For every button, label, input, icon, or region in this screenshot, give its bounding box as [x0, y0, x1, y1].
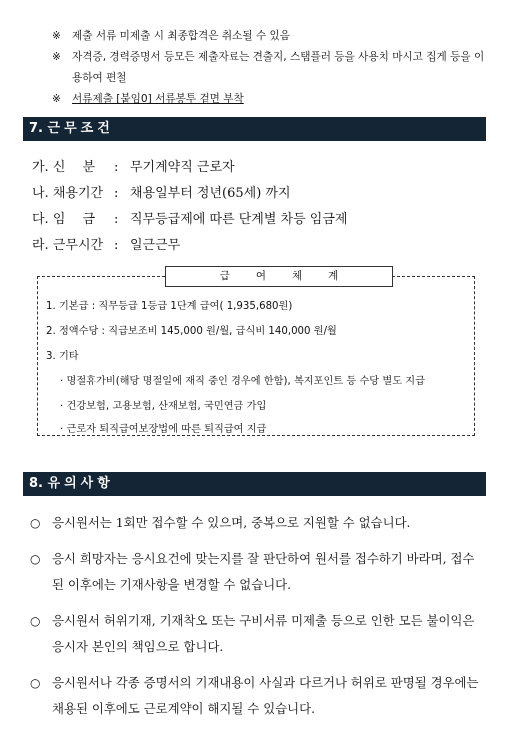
- term-value: 무기계약직 근로자: [130, 160, 235, 175]
- bullet-mark: ·: [60, 401, 64, 412]
- reference-mark: ※: [52, 30, 61, 42]
- bullet-mark: ·: [60, 376, 64, 387]
- term-row: [32, 181, 347, 207]
- term-colon: :: [114, 212, 119, 227]
- circle-bullet: ○: [30, 614, 41, 628]
- circle-bullet: ○: [30, 516, 41, 530]
- section-7-header: [23, 117, 486, 141]
- term-colon: :: [114, 186, 119, 201]
- salary-bullet: [60, 372, 425, 387]
- section-8-header: [23, 472, 486, 496]
- note-item: [52, 47, 492, 89]
- bullet-text: 건강보험, 고용보험, 산재보험, 국민연금 가입: [66, 401, 267, 412]
- reference-mark: ※: [52, 51, 61, 63]
- salary-system-box: [37, 270, 475, 436]
- term-value: 일근근무: [130, 238, 181, 253]
- term-label: 가. 신 분: [32, 160, 96, 175]
- salary-bullet: [60, 420, 266, 435]
- reference-mark: ※: [52, 93, 61, 105]
- caution-list: [30, 510, 482, 732]
- caution-text: 응시원서 허위기재, 기재착오 또는 구비서류 미제출 등으로 인한 모든 불이익은 응시자 본인의 책임으로 합니다.: [52, 613, 475, 654]
- section-title: 근무조건: [47, 121, 114, 136]
- note-item: [52, 89, 492, 110]
- caution-item: [30, 546, 482, 598]
- term-colon: :: [114, 238, 119, 253]
- submission-notes: [52, 26, 492, 110]
- circle-bullet: ○: [30, 676, 41, 690]
- note-text: 서류제출 [붙임0] 서류봉투 겉면 부착: [72, 93, 244, 105]
- note-text: 제출 서류 미제출 시 최종합격은 취소될 수 있음: [72, 30, 291, 42]
- circle-bullet: ○: [30, 552, 41, 566]
- caution-text: 응시 희망자는 응시요건에 맞는지를 잘 판단하여 원서를 접수하기 바라며, 접수된 이후에는 기재사항을 변경할 수 없습니다.: [52, 551, 475, 592]
- term-label: 다. 임 금: [32, 212, 96, 227]
- caution-text: 응시원서나 각종 증명서의 기재내용이 사실과 다르거나 허위로 판명될 경우에는 채용된 이후에도 근로계약이 해지될 수 있습니다.: [52, 675, 479, 716]
- salary-line: 2. 정액수당 : 직급보조비 145,000 원/월, 급식비 140,000 원/월: [46, 326, 337, 337]
- term-label: 나. 채용기간: [32, 186, 104, 201]
- term-value: 채용일부터 정년(65세) 까지: [130, 186, 291, 201]
- term-row: [32, 155, 347, 181]
- employment-terms: [32, 155, 347, 259]
- salary-line: 1. 기본급 : 직무등급 1등급 1단계 급여( 1,935,680원): [46, 301, 293, 312]
- bullet-mark: ·: [60, 424, 64, 435]
- caution-item: [30, 670, 482, 722]
- caution-item: [30, 608, 482, 660]
- note-item: [52, 26, 492, 47]
- bullet-text: 근로자 퇴직급여보장법에 따른 퇴직급여 지급: [66, 424, 267, 435]
- term-row: [32, 233, 347, 259]
- term-label: 라. 근무시간: [32, 238, 104, 253]
- salary-bullet: [60, 397, 266, 412]
- salary-line: 3. 기타: [46, 351, 79, 362]
- bullet-text: 명절휴가비(해당 명절일에 재직 중인 경우에 한함), 복지포인트 등 수당 별도 지급: [66, 376, 425, 387]
- section-number: 7.: [29, 121, 43, 136]
- term-row: [32, 207, 347, 233]
- term-colon: :: [114, 160, 119, 175]
- salary-box-title: 급여체계: [165, 266, 393, 287]
- section-number: 8.: [29, 476, 43, 491]
- term-value: 직무등급제에 따른 단계별 차등 임금제: [130, 212, 348, 227]
- section-title: 유의사항: [47, 476, 114, 491]
- note-text: 자격증, 경력증명서 등모든 제출자료는 견출지, 스탬플러 등을 사용치 마시고 집게 등을 이용하여 편철: [72, 51, 485, 84]
- caution-text: 응시원서는 1회만 접수할 수 있으며, 중복으로 지원할 수 없습니다.: [52, 515, 411, 530]
- caution-item: [30, 510, 482, 536]
